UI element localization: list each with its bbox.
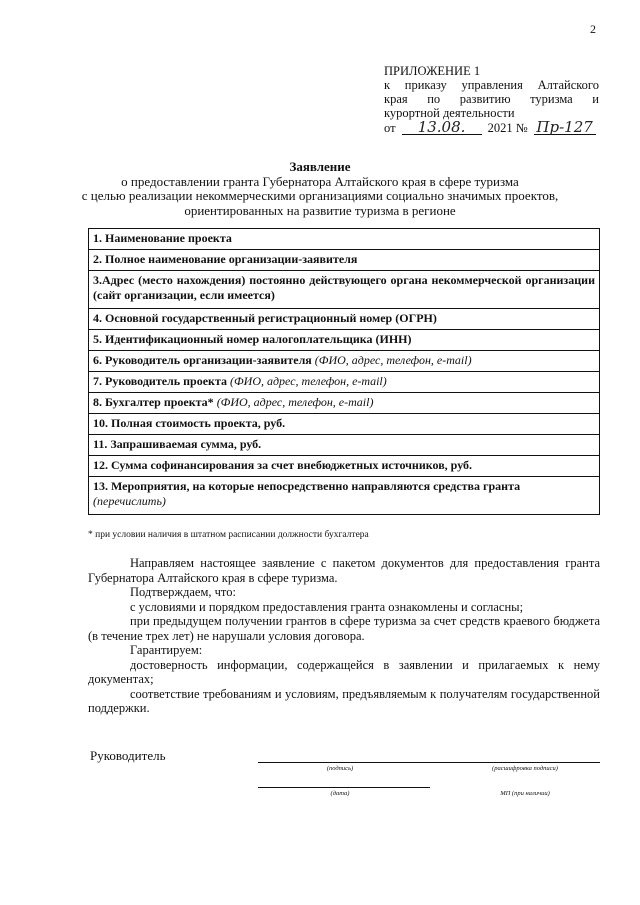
- form-row-cofinancing[interactable]: 12. Сумма софинансирования за счет внебюджетных источников, руб.: [89, 456, 600, 477]
- application-form-table: [88, 228, 600, 515]
- date-caption: (дата): [330, 790, 350, 797]
- title-heading: Заявление: [289, 159, 351, 174]
- order-from-label: от: [384, 121, 396, 135]
- form-row-requested-amount[interactable]: 11. Запрашиваемая сумма, руб.: [89, 435, 600, 456]
- signer-role: Руководитель: [90, 748, 166, 763]
- stamp-caption: МП (при наличии): [500, 790, 550, 797]
- form-row-address[interactable]: 3.Адрес (место нахождения) постоянно действующего органа некоммерческой организации (сайт организации, если имеется): [89, 271, 600, 309]
- date-line[interactable]: [258, 787, 430, 788]
- appendix-line-2: края по развитию туризма и: [384, 92, 599, 106]
- order-number-handwritten: Пр-127: [534, 120, 596, 135]
- form-row-organization-name[interactable]: 2. Полное наименование организации-заявителя: [89, 250, 600, 271]
- form-row-inn[interactable]: 5. Идентификационный номер налогоплательщика (ИНН): [89, 330, 600, 351]
- appendix-title: ПРИЛОЖЕНИЕ 1: [384, 64, 481, 78]
- appendix-line-3: курортной деятельности: [384, 106, 515, 120]
- body-paragraph-5: Гарантируем:: [130, 643, 203, 657]
- title-line-2: с целью реализации некоммерческими организациями социально значимых проектов,: [81, 188, 559, 203]
- body-paragraph-4: при предыдущем получении грантов в сфере туризма за счет средств краевого бюджета (в течение трех лет) не нарушали условия договора.: [88, 614, 600, 643]
- title-line-3: ориентированных на развитие туризма в регионе: [184, 202, 456, 218]
- form-row-activities[interactable]: 13. Мероприятия, на которые непосредственно направляются средства гранта (перечислить): [89, 477, 600, 515]
- signature-line[interactable]: [258, 762, 600, 763]
- form-row-ogrn[interactable]: 4. Основной государственный регистрационный номер (ОГРН): [89, 309, 600, 330]
- signature-caption: (подпись): [326, 765, 354, 772]
- page-number: 2: [590, 22, 596, 36]
- body-text: [88, 556, 600, 716]
- body-paragraph-7: соответствие требованиям и условиям, предъявляемым к получателям государственной поддержки.: [88, 686, 600, 715]
- form-row-total-cost[interactable]: 10. Полная стоимость проекта, руб.: [89, 414, 600, 435]
- body-paragraph-2: Подтверждаем, что:: [130, 585, 236, 599]
- form-row-project-head[interactable]: 7. Руководитель проекта (ФИО, адрес, телефон, e-mail): [89, 372, 600, 393]
- body-paragraph-6: достоверность информации, содержащейся в заявлении и прилагаемых к нему документах;: [88, 657, 600, 686]
- body-paragraph-3: с условиями и порядком предоставления гранта ознакомлены и согласны;: [130, 599, 524, 614]
- form-row-project-name[interactable]: 1. Наименование проекта: [89, 229, 600, 250]
- document-title: [40, 160, 600, 218]
- name-caption: (расшифровка подписи): [492, 765, 558, 772]
- form-row-accountant[interactable]: 8. Бухгалтер проекта* (ФИО, адрес, телефон, e-mail): [89, 393, 600, 414]
- appendix-line-1: к приказу управления Алтайского: [384, 78, 599, 92]
- title-line-1: о предоставлении гранта Губернатора Алтайского края в сфере туризма: [121, 173, 519, 189]
- appendix-header: [384, 64, 599, 135]
- body-paragraph-1: Направляем настоящее заявление с пакетом документов для предоставления гранта Губернатора Алтайского края в сфере туризма.: [88, 556, 600, 585]
- footnote: * при условии наличия в штатном расписании должности бухгалтера: [88, 530, 369, 540]
- form-row-org-head[interactable]: 6. Руководитель организации-заявителя (ФИО, адрес, телефон, e-mail): [89, 351, 600, 372]
- order-year-label: 2021 №: [487, 121, 528, 135]
- order-date-handwritten: 13.08.: [402, 120, 482, 135]
- order-date-number: [384, 120, 599, 135]
